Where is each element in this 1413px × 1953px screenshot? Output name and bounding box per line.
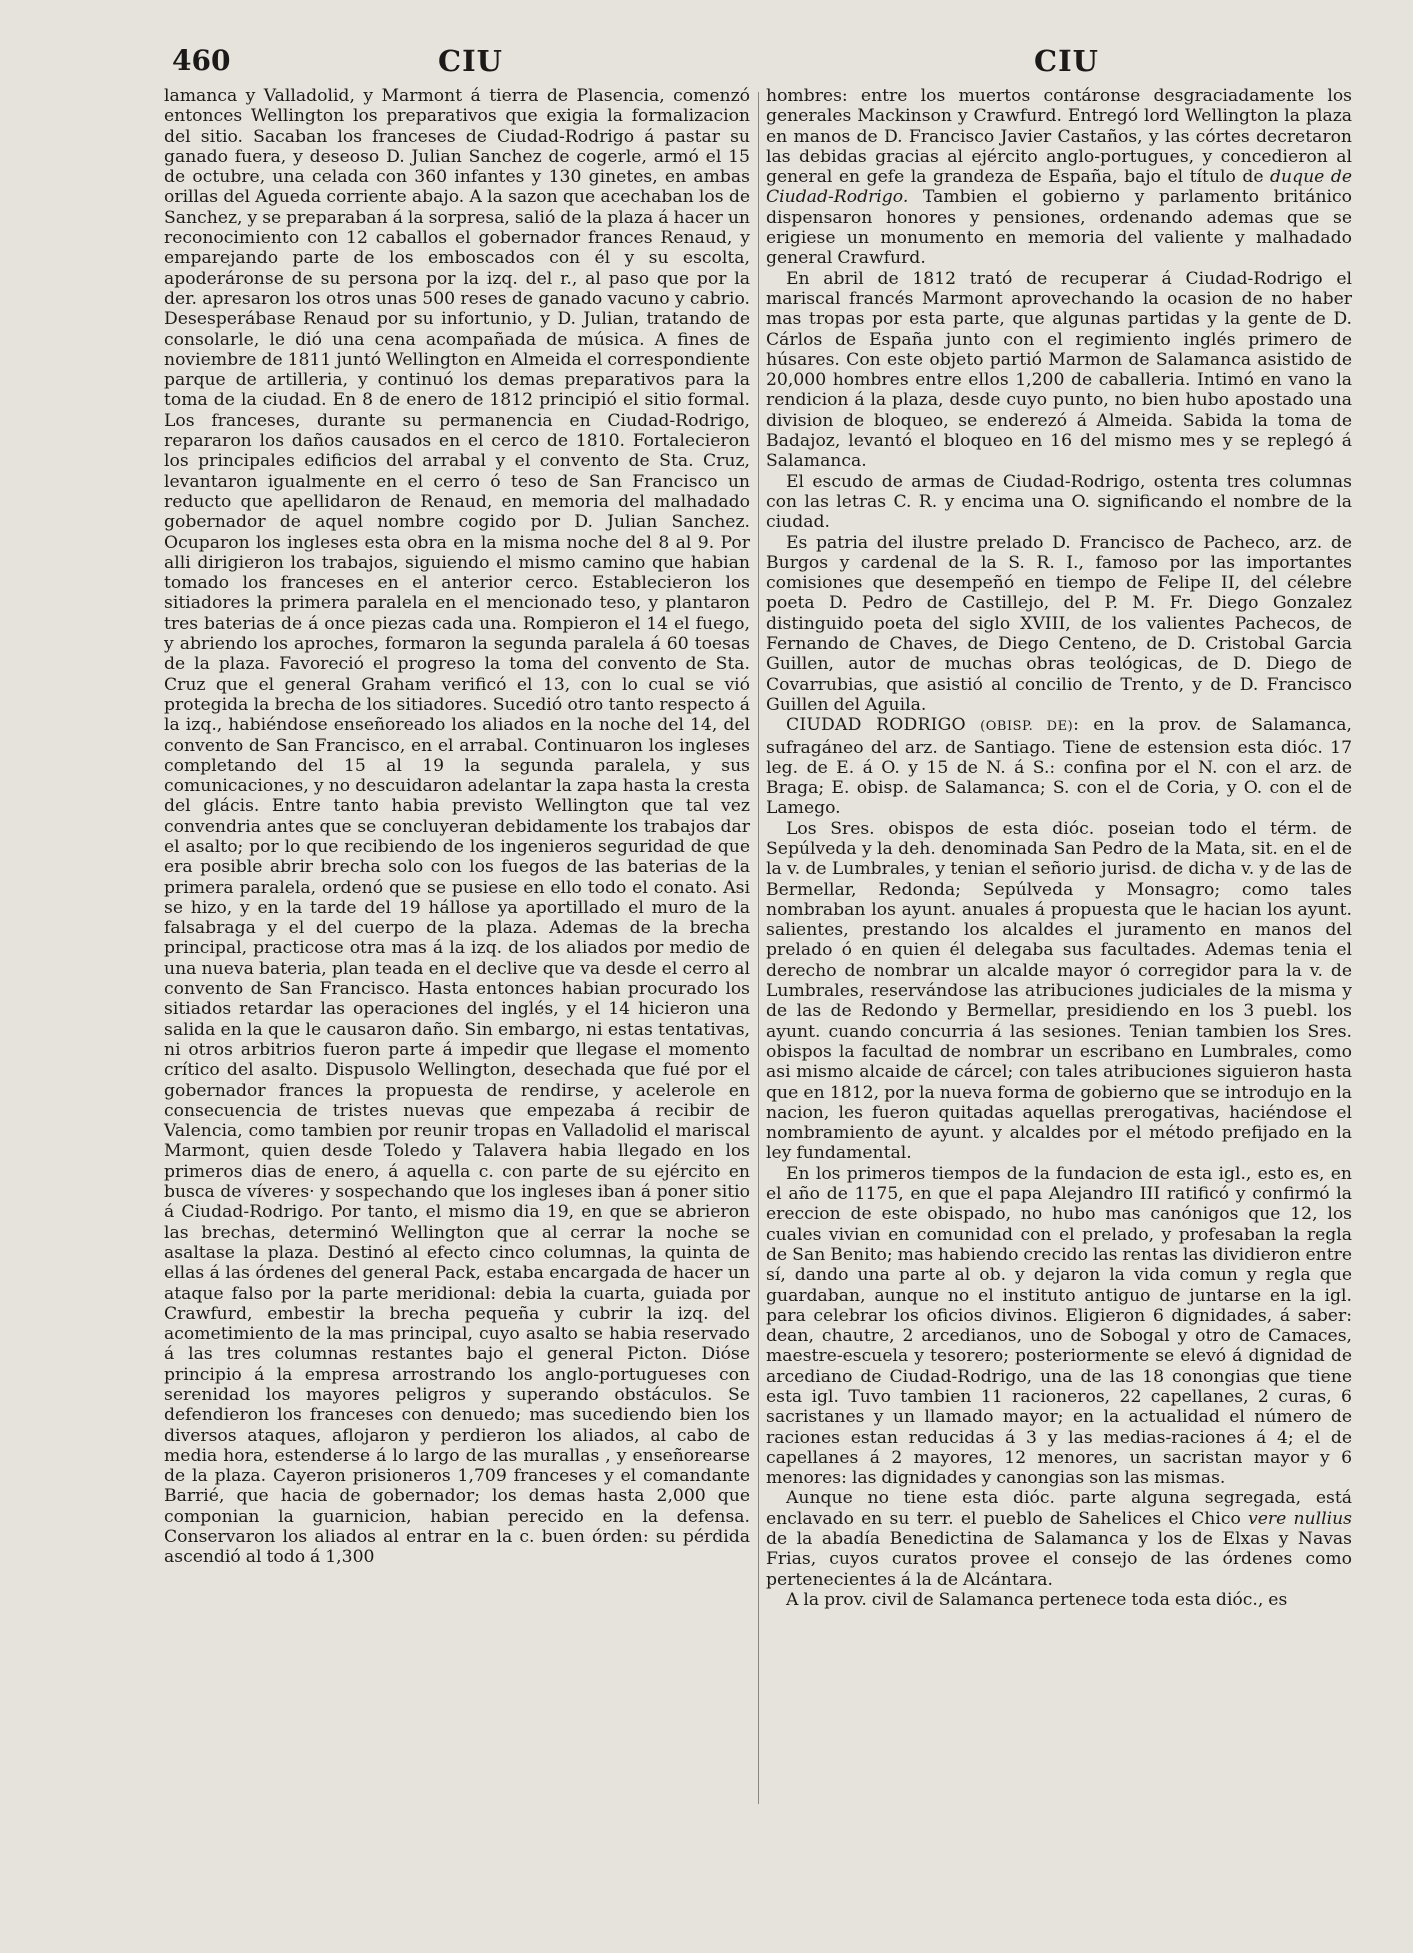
title-text: duque de Ciudad-Rodrigo.	[766, 167, 1352, 208]
entry-heading: CIUDAD RODRIGO	[786, 715, 966, 736]
entry-paragraph: CIUDAD RODRIGO (OBISP. DE): en la prov. de Salamanca, sufragáneo del arz. de Santiago. Tiene de estension esta dióc. 17 leg. de E. á O. y 15 de N. á S.: confina por el N. con el arz. de Braga; E. obisp. de Salamanca; S. con el de Coria, y O. con el de Lamego.	[766, 715, 1352, 819]
paragraph: Los Sres. obispos de esta dióc. poseian todo el térm. de Sepúlveda y la deh. denominada San Pedro de la Mata, sit. en el de la v. de Lumbrales, y tenian el señorio jurisd. de dicha v. y de las de Bermellar, Redonda; Sepúlveda y Monsagro; como tales nombraban los ayunt. anuales á propuesta que le hacian los ayunt. salientes, prestando los alcaldes el juramento en manos del prelado ó en quien él delegaba sus facultades. Ademas tenia el derecho de nombrar un alcalde mayor ó corregidor para la v. de Lumbrales, reservándose las atribuciones judiciales de la misma y de las de Redondo y Bermellar, presidiendo en los 3 puebl. los ayunt. cuando concurria á las sesiones. Tenian tambien los Sres. obispos la facultad de nombrar un escribano en Lumbrales, como asi mismo alcaide de cárcel; con tales atribuciones siguieron hasta que en 1812, por la nueva forma de gobierno que se introdujo en la nacion, les fueron quitadas aquellas prerogativas, haciéndose el nombramiento de ayunt. y alcaldes por el método prefijado en la ley fundamental.	[766, 818, 1352, 1164]
right-column	[766, 86, 1352, 1610]
paragraph: hombres: entre los muertos contáronse desgraciadamente los generales Mackinson y Crawfurd. Entregó lord Wellington la plaza en manos de D. Francisco Javier Castaños, y las córtes decretaron las debidas gracias al ejército anglo-portugues, y concedieron al general en gefe la grandeza de España, bajo el título de duque de Ciudad-Rodrigo. Tambien el gobierno y parlamento británico dispensaron honores y pensiones, ordenando ademas que se erigiese un monumento en memoria del valiente y malhadado general Crawfurd.	[766, 86, 1352, 269]
running-head-right: CIU	[1034, 44, 1099, 78]
paragraph: Aunque no tiene esta dióc. parte alguna segregada, está enclavado en su terr. el pueblo de Sahelices el Chico vere nullius de la abadía Benedictina de Salamanca y los de Elxas y Navas Frias, cuyos curatos provee el consejo de las órdenes como pertenecientes á la de Alcántara.	[766, 1488, 1352, 1590]
left-column	[164, 86, 750, 1568]
page-number: 460	[172, 44, 231, 77]
running-head-left: CIU	[438, 44, 503, 78]
entry-qualifier: (OBISP. DE)	[980, 719, 1074, 735]
paragraph: lamanca y Valladolid, y Marmont á tierra de Plasencia, comenzó entonces Wellington los preparativos que exigia la formalizacion del sitio. Sacaban los franceses de Ciudad-Rodrigo á pastar su ganado fuera, y deseoso D. Julian Sanchez de cogerle, armó el 15 de octubre, una celada con 360 infantes y 130 ginetes, en ambas orillas del Agueda corriente abajo. A la sazon que acechaban los de Sanchez, y se preparaban á la sorpresa, salió de la plaza á hacer un reconocimiento con 12 caballos el gobernador frances Renaud, y emparejando parte de los emboscados con él y su escolta, apoderáronse de su persona por la izq. del r., al paso que por la der. apresaron los otros unas 500 reses de ganado vacuno y cabrio. Desesperábase Renaud por su infortunio, y D. Julian, tratando de consolarle, le dió una cena acompañada de música. A fines de noviembre de 1811 juntó Wellington en Almeida el correspondiente parque de artilleria, y continuó los demas preparativos para la toma de la ciudad. En 8 de enero de 1812 principió el sitio formal. Los franceses, durante su permanencia en Ciudad-Rodrigo, repararon los daños causados en el cerco de 1810. Fortalecieron los principales edificios del arrabal y el convento de Sta. Cruz, levantaron igualmente en el cerro ó teso de San Francisco un reducto que apellidaron de Renaud, en memoria del malhadado gobernador de aquel nombre cogido por D. Julian Sanchez. Ocuparon los ingleses esta obra en la misma noche del 8 al 9. Por alli dirigieron los trabajos, siguiendo el mismo camino que habian tomado los franceses en el anterior cerco. Establecieron los sitiadores la primera paralela en el mencionado teso, y plantaron tres baterias de á once piezas cada una. Rompieron el 14 el fuego, y abriendo los aproches, formaron la segunda paralela á 60 toesas de la plaza. Favoreció el progreso la toma del convento de Sta. Cruz que el general Graham verificó el 13, con lo cual se vió protegida la brecha de los sitiadores. Sucedió otro tanto respecto á la izq., habiéndose enseñoreado los aliados en la noche del 14, del convento de San Francisco, en el arrabal. Continuaron los ingleses completando del 15 al 19 la segunda paralela, y sus comunicaciones, y no descuidaron adelantar la zapa hasta la cresta del glácis. Entre tanto habia previsto Wellington que tal vez convendria antes que se concluyeran debidamente los trabajos dar el asalto; por lo que recibiendo de los ingenieros seguridad de que era posible abrir brecha solo con los fuegos de las baterias de la primera paralela, ordenó que se pusiese en ello todo el conato. Asi se hizo, y en la tarde del 19 hállose ya aportillado el muro de la falsabraga y el del cuerpo de la plaza. Ademas de la brecha principal, practicose otra mas á la izq. de los aliados por medio de una nueva bateria, plan teada en el declive que va desde el cerro al convento de San Francisco. Hasta entonces habian procurado los sitiados retardar las operaciones del inglés, y el 14 hicieron una salida en la que le causaron daño. Sin embargo, ni estas tentativas, ni otros arbitrios fueron parte á impedir que llegase el momento crítico del asalto. Dispusolo Wellington, desechada que fué por el gobernador frances la propuesta de rendirse, y acelerole en consecuencia de tristes nuevas que empezaba á recibir de Valencia, como tambien por reunir tropas en Valladolid el mariscal Marmont, quien desde Toledo y Talavera habia llegado en los primeros dias de enero, á aquella c. con parte de su ejército en busca de víveres· y sospechando que los ingleses iban á poner sitio á Ciudad-Rodrigo. Por tanto, el mismo dia 19, en que se abrieron las brechas, determinó Wellington que al cerrar la noche se asaltase la plaza. Destinó al efecto cinco columnas, la quinta de ellas á las órdenes del general Pack, estaba encargada de hacer un ataque falso por la parte meridional: debia la cuarta, guiada por Crawfurd, embestir la brecha pequeña y cubrir la izq. del acometimiento de la mas principal, cuyo asalto se habia reservado á las tres columnas restantes bajo el general Picton. Dióse principio á la empresa arrostrando los anglo-portugueses con serenidad los mayores peligros y superando obstáculos. Se defendieron los franceses con denuedo; mas sucediendo bien los diversos ataques, aflojaron y perdieron los aliados, al cabo de media hora, estenderse á lo largo de las murallas , y enseñorearse de la plaza. Cayeron prisioneros 1,709 franceses y el comandante Barrié, que hacia de gobernador; los demas hasta 2,000 que componian la guarnicion, habian perecido en la defensa. Conservaron los aliados al entrar en la c. buen órden: su pérdida ascendió al todo á 1,300	[164, 86, 750, 1568]
paragraph: A la prov. civil de Salamanca pertenece toda esta dióc., es	[786, 1589, 1288, 1610]
column-divider	[758, 92, 759, 1804]
latin-phrase: vere nullius	[1248, 1508, 1352, 1529]
paragraph: En abril de 1812 trató de recuperar á Ciudad-Rodrigo el mariscal francés Marmont aprovechando la ocasion de no haber mas tropas por esta parte, que algunas partidas y la gente de D. Cárlos de España junto con el regimiento inglés primero de húsares. Con este objeto partió Marmon de Salamanca asistido de 20,000 hombres entre ellos 1,200 de caballeria. Intimó en vano la rendicion á la plaza, desde cuyo punto, no bien hubo apostado una division de bloqueo, se enderezó á Almeida. Sabida la toma de Badajoz, levantó el bloqueo en 16 del mismo mes y se replegó á Salamanca.	[766, 268, 1352, 472]
paragraph: El escudo de armas de Ciudad-Rodrigo, ostenta tres columnas con las letras C. R. y encima una O. significando el nombre de la ciudad.	[766, 471, 1352, 533]
page-header	[0, 44, 1413, 84]
paragraph: Es patria del ilustre prelado D. Francisco de Pacheco, arz. de Burgos y cardenal de la S. R. I., famoso por las importantes comisiones que desempeñó en tiempo de Felipe II, del célebre poeta D. Pedro de Castillejo, del P. M. Fr. Diego Gonzalez distinguido poeta del siglo XVIII, de los valientes Pachecos, de Fernando de Chaves, de Diego Centeno, de D. Cristobal Garcia Guillen, autor de muchas obras teológicas, de D. Diego de Covarrubias, que asistió al concilio de Trento, y de D. Francisco Guillen del Aguila.	[766, 532, 1352, 715]
paragraph: En los primeros tiempos de la fundacion de esta igl., esto es, en el año de 1175, en que el papa Alejandro III ratificó y confirmó la ereccion de este obispado, no hubo mas canónigos que 12, los cuales vivian en comunidad con el prelado, y profesaban la regla de San Benito; mas habiendo crecido las rentas las dividieron entre sí, dando una parte al ob. y dejaron la vida comun y regla que guardaban, aunque no el instituto antiguo de juntarse en la igl. para celebrar los oficios divinos. Eligieron 6 dignidades, á saber: dean, chautre, 2 arcedianos, uno de Sobogal y otro de Camaces, maestre-escuela y tesorero; posteriormente se elevó á dignidad de arcediano de Ciudad-Rodrigo, una de las 18 conongias que tiene esta igl. Tuvo tambien 11 racioneros, 22 capellanes, 2 curas, 6 sacristanes y un llamado mayor; en la actualidad el número de raciones estan reducidas á 3 y las medias-raciones á 4; el de capellanes á 2 mayores, 12 menores, un sacristan mayor y 6 menores: las dignidades y canongias son las mismas.	[766, 1163, 1352, 1489]
